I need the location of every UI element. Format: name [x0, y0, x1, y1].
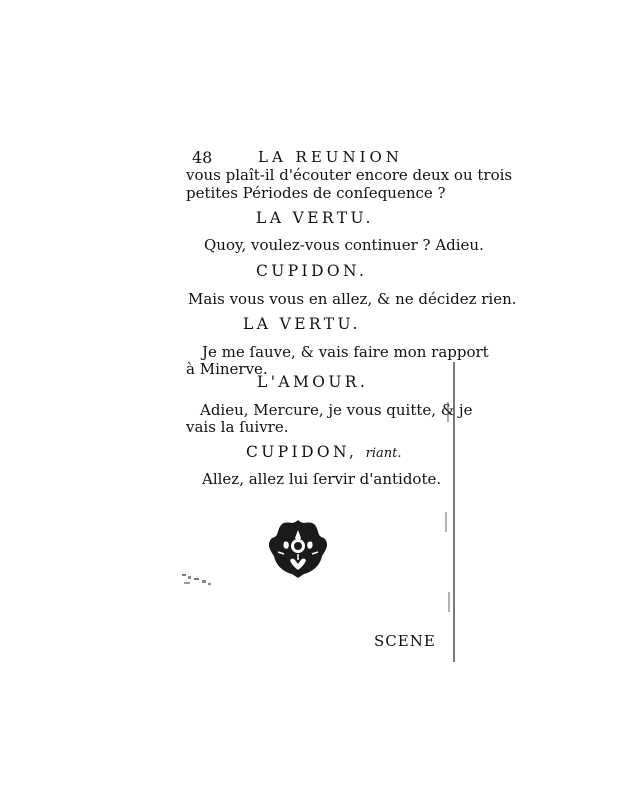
- speaker-name: [246, 443, 402, 461]
- text-line: Mais vous vous en allez, & ne décidez rien.: [188, 290, 517, 308]
- text-line: Quoy, voulez-vous continuer ? Adieu.: [204, 236, 484, 254]
- page-edge-shadow: [438, 362, 456, 662]
- print-specks: [180, 570, 216, 590]
- speaker-name: CUPIDON.: [256, 262, 368, 280]
- stage-direction: riant.: [365, 446, 402, 461]
- text-line: Je me ſauve, & vais faire mon rapport: [202, 343, 489, 361]
- speaker-name: LA VERTU.: [256, 209, 374, 227]
- page-number: 48: [192, 148, 213, 167]
- floral-vignette-icon: [264, 516, 332, 582]
- text-line: à Minerve.: [186, 360, 268, 378]
- text-line: Allez, allez lui ſervir d'antidote.: [202, 470, 442, 488]
- catchword: SCENE: [374, 632, 436, 650]
- text-line: vous plaît-il d'écouter encore deux ou trois: [186, 166, 513, 184]
- running-title: LA REUNION: [258, 148, 403, 166]
- text-line: vais la ſuivre.: [186, 418, 289, 436]
- speaker-name: LA VERTU.: [243, 315, 361, 333]
- speaker-name: L'AMOUR.: [257, 373, 369, 391]
- text-line: petites Périodes de conſequence ?: [186, 184, 446, 202]
- speaker-label: CUPIDON,: [246, 443, 358, 461]
- text-line: Adieu, Mercure, je vous quitte, & je: [200, 401, 473, 419]
